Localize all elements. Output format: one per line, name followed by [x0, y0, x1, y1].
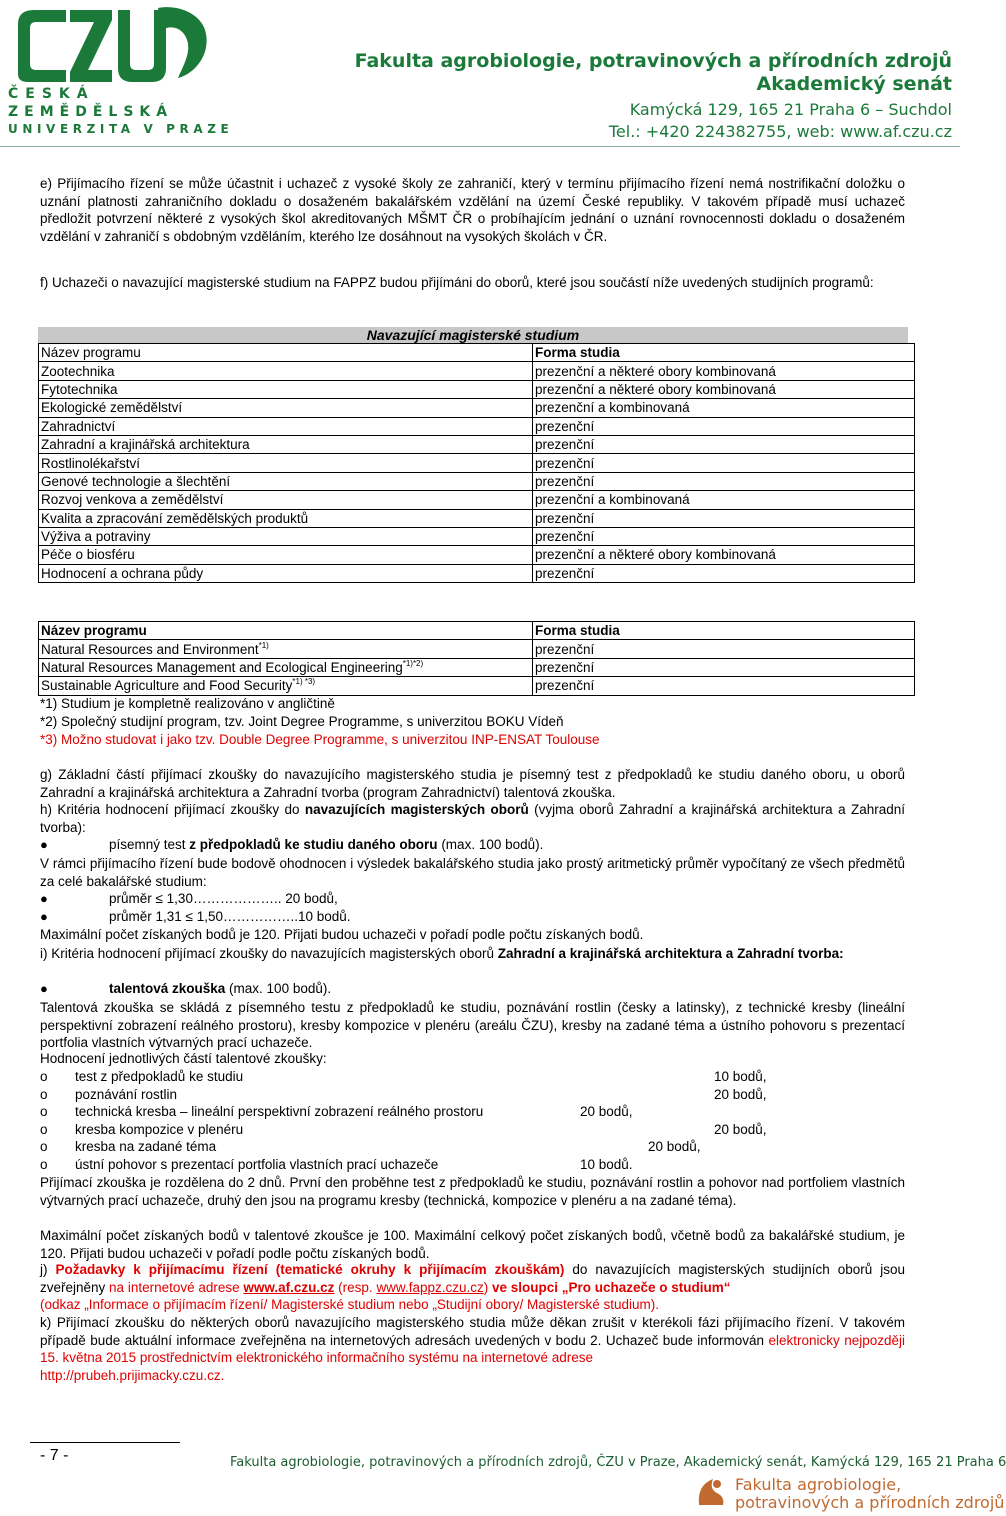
study-form: prezenční a některé obory kombinovaná	[533, 380, 915, 398]
footer-logo-line-1: Fakulta agrobiologie,	[735, 1475, 902, 1494]
para-j-b: Požadavky k přijímacímu řízení (tematické okruhy k přijímacím zkouškám)	[55, 1262, 565, 1277]
program-name: Genové technologie a šlechtění	[39, 472, 533, 490]
para-h-c: (vyjma oborů Zahradní a krajinářská architektura a Zahradní tvorba):	[40, 802, 905, 835]
study-form: prezenční a kombinovaná	[533, 491, 915, 509]
program-name: Zahradnictví	[39, 417, 533, 435]
eval-item-label: poznávání rostlin	[75, 1086, 178, 1102]
study-form: prezenční	[533, 509, 915, 527]
program-name	[39, 677, 533, 695]
study-form: prezenční	[533, 564, 915, 582]
program-name: Kvalita a zpracování zemědělských produktů	[39, 509, 533, 527]
czu-logo	[8, 4, 234, 136]
paragraph-f: f) Uchazeči o navazující magisterské studium na FAPPZ budou přijímáni do oborů, které jsou součástí níže uvedených studijních programů:	[40, 275, 874, 290]
eval-item-label: kresba na zadané téma	[75, 1139, 217, 1154]
footer-logo-line-2: potravinových a přírodních zdrojů	[735, 1493, 1005, 1512]
footnote-ref: *1) *3)	[292, 677, 316, 687]
logo-line-3: UNIVERZITA V PRAZE	[8, 122, 234, 136]
study-form: prezenční	[533, 658, 915, 676]
footnote-ref: *1)*2)	[402, 658, 424, 668]
max-points-1: Maximální počet získaných bodů je 120. Přijati budou uchazeči v pořadí podle počtu získaných bodů.	[40, 927, 644, 942]
bullet-average-1: průměr ≤ 1,30……………….. 20 bodů,	[109, 891, 338, 906]
logo-line-2: ZEMĚDĚLSKÁ	[8, 104, 174, 120]
link-af-czu[interactable]: www.af.czu.cz	[243, 1279, 335, 1295]
bullet1-b: z předpokladů ke studiu daného oboru	[189, 837, 438, 852]
para-j-c: do navazujících magisterských studijních oborů jsou zveřejněny	[40, 1262, 905, 1295]
para-j-f: (resp.	[334, 1279, 377, 1295]
link-prubeh[interactable]: http://prubeh.prijimacky.czu.cz.	[40, 1367, 225, 1383]
footer-divider	[30, 1442, 180, 1443]
table-row	[39, 509, 915, 527]
eval-item-points: 20 bodů,	[714, 1121, 767, 1137]
eval-item-points: 10 bodů,	[714, 1069, 767, 1084]
program-name: Ekologické zemědělství	[39, 399, 533, 417]
paragraph-h2: V rámci přijímacího řízení bude bodově ohodnocen i výsledek bakalářského studia jako prostý aritmetický průměr vypočítaný ze všech předmětů za celé bakalářské studium:	[40, 856, 905, 889]
paragraph-h	[40, 801, 905, 836]
study-form: prezenční	[533, 435, 915, 453]
program-name: Zahradní a krajinářská architektura	[39, 435, 533, 453]
list-marker: o	[40, 1121, 48, 1137]
para-j-j: (odkaz „Informace o přijímacím řízení/ Magisterské studium nebo „Studijní obory/ Magisterské studium).	[40, 1297, 659, 1313]
program-name	[39, 640, 533, 658]
programs-table	[38, 343, 915, 583]
para-k-a: k) Přijímací zkoušku do některých oborů navazujícího magisterského studia může děkan zrušit v kterékoli fázi přijímacího řízení. V takovém případě bude aktuální informace zveřejněna na internetových adresách uvedených v bodu 2. Uchazeč bude informován	[40, 1315, 905, 1348]
bullet-icon: ●	[40, 909, 48, 924]
list-marker: o	[40, 1156, 48, 1172]
study-form: prezenční	[533, 527, 915, 545]
english-programs-table	[38, 621, 915, 696]
bullet-icon: ●	[40, 981, 48, 996]
study-form: prezenční	[533, 677, 915, 695]
eval-title: Hodnocení jednotlivých částí talentové zkoušky:	[40, 1051, 327, 1066]
program-name: Výživa a potraviny	[39, 527, 533, 545]
program-name: Hodnocení a ochrana půdy	[39, 564, 533, 582]
paragraph-days: Přijímací zkouška je rozdělena do 2 dnů. První den proběhne test z předpokladů ke studiu, poznávání rostlin a pohovor nad portfoliem vlastních výtvarných prací uchazeče, druhý den jsou na programu kresby (technická, kompozice v plenéru a na zadané téma).	[40, 1175, 905, 1208]
table1-body	[39, 362, 915, 583]
note-3: *3) Možno studovat i jako tzv. Double Degree Programme, s univerzitou INP-ENSAT Toulouse	[40, 732, 600, 747]
note-2: *2) Společný studijní program, tzv. Joint Degree Programme, s univerzitou BOKU Vídeň	[40, 714, 564, 729]
paragraph-j	[40, 1261, 905, 1314]
bullet1-a: písemný test	[109, 837, 190, 852]
header-faculty-name: Fakulta agrobiologie, potravinových a přírodních zdrojů	[354, 50, 952, 72]
bullet-average-2: průměr 1,31 ≤ 1,50……………..10 bodů.	[109, 909, 351, 924]
program-name-text: Natural Resources Management and Ecological Engineering	[41, 659, 403, 675]
table-row	[39, 399, 915, 417]
table2-body	[39, 640, 915, 695]
header-address: Kamýcká 129, 165 21 Praha 6 – Suchdol	[629, 100, 952, 119]
list-marker: o	[40, 1104, 48, 1119]
bullet-icon: ●	[40, 837, 48, 852]
table2-col-form: Forma studia	[533, 622, 915, 640]
link-fappz[interactable]: www.fappz.czu.cz	[376, 1279, 484, 1295]
logo-line-1: ČESKÁ	[8, 86, 95, 102]
eval-item-points: 20 bodů,	[648, 1139, 701, 1154]
table-row	[39, 417, 915, 435]
program-name: Rostlinolékařství	[39, 454, 533, 472]
table-row	[39, 658, 915, 676]
table-row	[39, 640, 915, 658]
paragraph-g: g) Základní částí přijímací zkoušky do navazujícího magisterského studia je písemný test z předpokladů ke studiu daného oboru, u oborů Zahradní a krajinářská architektura a Zahradní tvorba (program Zahradnictví) talentová zkouška.	[40, 767, 905, 800]
table-row	[39, 546, 915, 564]
eval-item-points: 10 bodů.	[580, 1156, 633, 1172]
program-name-text: Sustainable Agriculture and Food Security	[41, 678, 293, 694]
bullet-written-test	[109, 837, 543, 852]
para-j-h: )	[483, 1279, 492, 1295]
bullet1-c: (max. 100 bodů).	[437, 837, 544, 852]
study-form: prezenční	[533, 454, 915, 472]
table-row	[39, 677, 915, 695]
header-contact: Tel.: +420 224382755, web: www.af.czu.cz	[608, 122, 952, 141]
list-marker: o	[40, 1069, 48, 1084]
para-h-b: navazujících magisterských oborů	[304, 802, 529, 817]
table1-col-name: Název programu	[39, 344, 533, 362]
paragraph-i	[40, 945, 905, 963]
table1-title: Navazující magisterské studium	[38, 327, 908, 343]
paragraph-talent: Talentová zkouška se skládá z písemného testu z předpokladů ke studiu, poznávání rostlin (česky a latinsky), z technické kresby (lineální perspektivní zobrazení reálného prostoru), kresby kompozice v plenéru (areálu ČZU), kresby na zadané téma a ústního pohovoru s prezentací portfolia vlastních výtvarných prací uchazeče.	[40, 1000, 905, 1051]
table-row	[39, 472, 915, 490]
table2-col-name: Název programu	[39, 622, 533, 640]
table-row	[39, 435, 915, 453]
faculty-logo-icon	[695, 1475, 729, 1509]
program-name: Zootechnika	[39, 362, 533, 380]
header-senate: Akademický senát	[756, 73, 952, 95]
para-i-a: i) Kritéria hodnocení přijímací zkoušky do navazujících magisterských oborů	[40, 946, 498, 961]
table-row	[39, 362, 915, 380]
list-marker: o	[40, 1139, 48, 1154]
para-i-b: Zahradní a krajinářská architektura a Zahradní tvorba:	[497, 946, 844, 961]
footer-text: Fakulta agrobiologie, potravinových a přírodních zdrojů, ČZU v Praze, Akademický senát, Kamýcká 129, 165 21 Praha 6	[230, 1455, 1006, 1470]
eval-item-points: 20 bodů,	[714, 1086, 767, 1102]
study-form: prezenční	[533, 417, 915, 435]
paragraph-k	[40, 1314, 905, 1384]
eval-item-points: 20 bodů,	[580, 1104, 633, 1119]
header-divider	[0, 146, 960, 147]
para-j-d: na internetové adrese	[109, 1279, 244, 1295]
study-form: prezenční a kombinovaná	[533, 399, 915, 417]
bullet4-c: (max. 100 bodů).	[225, 981, 332, 996]
program-name	[39, 658, 533, 676]
table-row	[39, 380, 915, 398]
paragraph-e: e) Přijímacího řízení se může účastnit i uchazeč z vysoké školy ze zahraničí, který v termínu přijímacího řízení nemá nostrifikační doložku o uznání platnosti zahraničního dokladu o dosaženém bakalářském vzdělání na území České republiky. V takovém případě musí uchazeč předložit potvrzení některé z vysokých škol akreditovaných MŠMT ČR o probíhajícím jednání o uznání rovnocennosti dokladu o dosaženém vzdělání v zahraničí s obdobným vzděláním, kterého lze dosáhnout na vysokých školách v ČR.	[40, 176, 905, 244]
para-j-i: ve sloupci „Pro uchazeče o studium“	[491, 1279, 731, 1295]
footnote-ref: *1)	[258, 640, 269, 650]
study-form: prezenční	[533, 472, 915, 490]
para-h-a: h) Kritéria hodnocení přijímací zkoušky do	[40, 802, 305, 817]
program-name: Péče o biosféru	[39, 546, 533, 564]
program-name-text: Natural Resources and Environment	[41, 641, 259, 657]
table1-col-form: Forma studia	[533, 344, 915, 362]
table-row	[39, 454, 915, 472]
para-k-b: elektronicky nejpozději 15. května 2015 prostřednictvím elektronického informačního systému na internetové adrese	[40, 1332, 906, 1366]
study-form: prezenční	[533, 640, 915, 658]
eval-item-label: technická kresba – lineální perspektivní zobrazení reálného prostoru	[75, 1104, 484, 1119]
table-row	[39, 491, 915, 509]
study-form: prezenční a některé obory kombinovaná	[533, 362, 915, 380]
paragraph-max2: Maximální počet získaných bodů v talentové zkoušce je 100. Maximální celkový počet získaných bodů, včetně bodů za bakalářské studium, je 120. Přijati budou uchazeči v pořadí podle počtu získaných bodů.	[40, 1228, 905, 1261]
program-name: Fytotechnika	[39, 380, 533, 398]
eval-item-label: ústní pohovor s prezentací portfolia vlastních prací uchazeče	[75, 1156, 439, 1172]
bullet-talent-exam	[109, 981, 331, 996]
eval-item-label: kresba kompozice v plenéru	[75, 1121, 244, 1137]
page-number: - 7 -	[40, 1447, 69, 1464]
para-j-a: j)	[40, 1262, 56, 1277]
list-marker: o	[40, 1086, 48, 1102]
bullet4-b: talentová zkouška	[109, 981, 226, 996]
table-row	[39, 564, 915, 582]
bullet-icon: ●	[40, 891, 48, 906]
program-name: Rozvoj venkova a zemědělství	[39, 491, 533, 509]
eval-item-label: test z předpokladů ke studiu	[75, 1069, 244, 1084]
note-1: *1) Studium je kompletně realizováno v angličtině	[40, 696, 335, 711]
table-row	[39, 527, 915, 545]
study-form: prezenční a některé obory kombinovaná	[533, 546, 915, 564]
